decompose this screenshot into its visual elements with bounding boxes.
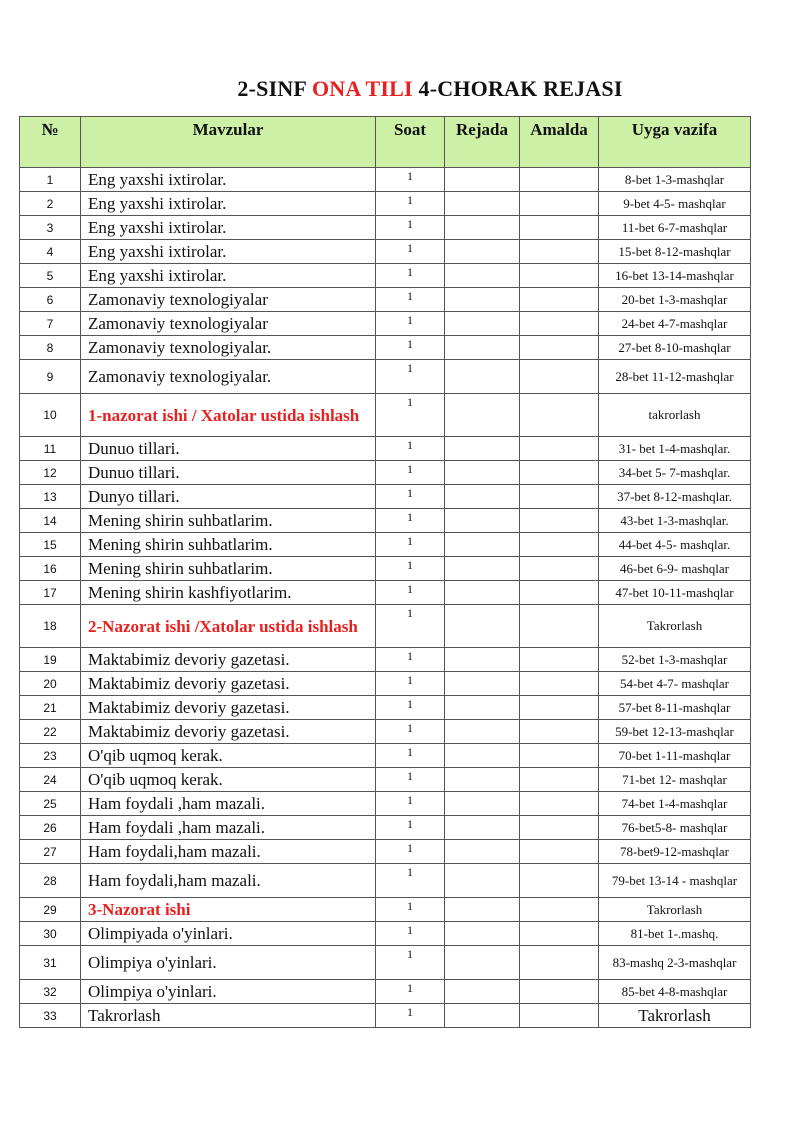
row-actual: [520, 192, 599, 216]
table-row: [20, 946, 751, 980]
row-topic: Ham foydali,ham mazali.: [81, 864, 376, 898]
row-plan: [445, 581, 520, 605]
row-homework: 85-bet 4-8-mashqlar: [599, 980, 751, 1004]
row-actual: [520, 485, 599, 509]
row-actual: [520, 744, 599, 768]
table-row: [20, 312, 751, 336]
row-hours: 1: [376, 240, 445, 264]
row-actual: [520, 288, 599, 312]
row-homework: 34-bet 5- 7-mashqlar.: [599, 461, 751, 485]
row-plan: [445, 192, 520, 216]
table-row: [20, 720, 751, 744]
row-plan: [445, 461, 520, 485]
row-actual: [520, 533, 599, 557]
row-homework: 31- bet 1-4-mashqlar.: [599, 437, 751, 461]
row-topic: Maktabimiz devoriy gazetasi.: [81, 720, 376, 744]
row-plan: [445, 312, 520, 336]
row-number: 8: [20, 336, 81, 360]
row-number: 16: [20, 557, 81, 581]
row-number: 17: [20, 581, 81, 605]
row-number: 22: [20, 720, 81, 744]
row-topic: 1-nazorat ishi / Xatolar ustida ishlash: [81, 394, 376, 437]
row-number: 2: [20, 192, 81, 216]
table-row: [20, 581, 751, 605]
row-hours: 1: [376, 485, 445, 509]
row-number: 32: [20, 980, 81, 1004]
row-actual: [520, 816, 599, 840]
row-homework: 79-bet 13-14 - mashqlar: [599, 864, 751, 898]
row-actual: [520, 980, 599, 1004]
row-hours: 1: [376, 922, 445, 946]
row-actual: [520, 1004, 599, 1028]
row-homework: 54-bet 4-7- mashqlar: [599, 672, 751, 696]
row-hours: 1: [376, 437, 445, 461]
row-actual: [520, 509, 599, 533]
row-plan: [445, 946, 520, 980]
row-hours: 1: [376, 840, 445, 864]
table-row: [20, 533, 751, 557]
row-hours: 1: [376, 980, 445, 1004]
row-hours: 1: [376, 864, 445, 898]
row-homework: 20-bet 1-3-mashqlar: [599, 288, 751, 312]
table-row: [20, 336, 751, 360]
row-plan: [445, 744, 520, 768]
row-hours: 1: [376, 605, 445, 648]
row-actual: [520, 360, 599, 394]
row-number: 19: [20, 648, 81, 672]
table-row: [20, 864, 751, 898]
row-homework: 46-bet 6-9- mashqlar: [599, 557, 751, 581]
row-number: 7: [20, 312, 81, 336]
row-number: 21: [20, 696, 81, 720]
row-plan: [445, 864, 520, 898]
header-hours: Soat: [376, 117, 445, 168]
table-row: [20, 898, 751, 922]
row-topic: Mening shirin suhbatlarim.: [81, 533, 376, 557]
table-row: [20, 168, 751, 192]
row-topic: Dunuo tillari.: [81, 461, 376, 485]
row-plan: [445, 288, 520, 312]
table-row: [20, 696, 751, 720]
row-homework: 15-bet 8-12-mashqlar: [599, 240, 751, 264]
table-row: [20, 792, 751, 816]
row-hours: 1: [376, 192, 445, 216]
row-actual: [520, 840, 599, 864]
row-topic: Zamonaviy texnologiyalar.: [81, 336, 376, 360]
row-topic: Olimpiya o'yinlari.: [81, 980, 376, 1004]
row-plan: [445, 922, 520, 946]
table-row: [20, 768, 751, 792]
row-homework: 71-bet 12- mashqlar: [599, 768, 751, 792]
row-plan: [445, 168, 520, 192]
row-plan: [445, 768, 520, 792]
title-subject: ONA TILI: [311, 76, 413, 101]
row-hours: 1: [376, 768, 445, 792]
row-homework: 16-bet 13-14-mashqlar: [599, 264, 751, 288]
row-actual: [520, 264, 599, 288]
row-plan: [445, 720, 520, 744]
row-number: 26: [20, 816, 81, 840]
row-topic: Mening shirin suhbatlarim.: [81, 509, 376, 533]
row-number: 13: [20, 485, 81, 509]
row-homework: 11-bet 6-7-mashqlar: [599, 216, 751, 240]
row-topic: Eng yaxshi ixtirolar.: [81, 264, 376, 288]
row-homework: 47-bet 10-11-mashqlar: [599, 581, 751, 605]
row-actual: [520, 648, 599, 672]
row-homework: 57-bet 8-11-mashqlar: [599, 696, 751, 720]
row-homework: 81-bet 1-.mashq.: [599, 922, 751, 946]
row-plan: [445, 360, 520, 394]
row-number: 23: [20, 744, 81, 768]
row-number: 30: [20, 922, 81, 946]
row-hours: 1: [376, 216, 445, 240]
row-topic: Ham foydali,ham mazali.: [81, 840, 376, 864]
table-row: [20, 605, 751, 648]
row-plan: [445, 485, 520, 509]
row-number: 28: [20, 864, 81, 898]
row-hours: 1: [376, 792, 445, 816]
row-homework: 74-bet 1-4-mashqlar: [599, 792, 751, 816]
table-row: [20, 264, 751, 288]
row-topic: Eng yaxshi ixtirolar.: [81, 168, 376, 192]
table-row: [20, 1004, 751, 1028]
row-actual: [520, 216, 599, 240]
row-topic: O'qib uqmoq kerak.: [81, 768, 376, 792]
table-row: [20, 840, 751, 864]
table-row: [20, 288, 751, 312]
row-hours: 1: [376, 288, 445, 312]
row-topic: Zamonaviy texnologiyalar: [81, 288, 376, 312]
table-row: [20, 816, 751, 840]
row-actual: [520, 768, 599, 792]
row-hours: 1: [376, 648, 445, 672]
row-plan: [445, 557, 520, 581]
row-homework: 59-bet 12-13-mashqlar: [599, 720, 751, 744]
row-topic: Maktabimiz devoriy gazetasi.: [81, 696, 376, 720]
row-number: 15: [20, 533, 81, 557]
row-number: 18: [20, 605, 81, 648]
row-number: 5: [20, 264, 81, 288]
row-homework: 37-bet 8-12-mashqlar.: [599, 485, 751, 509]
row-actual: [520, 437, 599, 461]
row-actual: [520, 672, 599, 696]
row-plan: [445, 840, 520, 864]
row-hours: 1: [376, 509, 445, 533]
row-topic: Dunuo tillari.: [81, 437, 376, 461]
row-hours: 1: [376, 557, 445, 581]
table-row: [20, 980, 751, 1004]
row-plan: [445, 672, 520, 696]
row-number: 20: [20, 672, 81, 696]
row-number: 27: [20, 840, 81, 864]
row-plan: [445, 264, 520, 288]
row-homework: Takrorlash: [599, 605, 751, 648]
row-homework: 28-bet 11-12-mashqlar: [599, 360, 751, 394]
row-plan: [445, 394, 520, 437]
row-topic: O'qib uqmoq kerak.: [81, 744, 376, 768]
row-hours: 1: [376, 336, 445, 360]
table-row: [20, 485, 751, 509]
row-plan: [445, 792, 520, 816]
row-hours: 1: [376, 581, 445, 605]
header-homework: Uyga vazifa: [599, 117, 751, 168]
row-actual: [520, 394, 599, 437]
row-number: 31: [20, 946, 81, 980]
row-actual: [520, 696, 599, 720]
row-plan: [445, 240, 520, 264]
row-plan: [445, 1004, 520, 1028]
row-actual: [520, 557, 599, 581]
row-topic: Dunyo tillari.: [81, 485, 376, 509]
row-number: 10: [20, 394, 81, 437]
row-actual: [520, 605, 599, 648]
row-number: 24: [20, 768, 81, 792]
row-actual: [520, 898, 599, 922]
row-plan: [445, 648, 520, 672]
row-topic: 3-Nazorat ishi: [81, 898, 376, 922]
row-hours: 1: [376, 533, 445, 557]
row-number: 12: [20, 461, 81, 485]
table-row: [20, 744, 751, 768]
row-plan: [445, 816, 520, 840]
table-row: [20, 437, 751, 461]
table-row: [20, 394, 751, 437]
row-topic: Olimpiya o'yinlari.: [81, 946, 376, 980]
table-row: [20, 557, 751, 581]
title-grade: 2-SINF: [237, 76, 312, 101]
row-hours: 1: [376, 360, 445, 394]
row-topic: Olimpiyada o'yinlari.: [81, 922, 376, 946]
row-hours: 1: [376, 946, 445, 980]
row-homework: 8-bet 1-3-mashqlar: [599, 168, 751, 192]
row-number: 1: [20, 168, 81, 192]
row-hours: 1: [376, 696, 445, 720]
row-number: 4: [20, 240, 81, 264]
row-hours: 1: [376, 744, 445, 768]
row-topic: Mening shirin kashfiyotlarim.: [81, 581, 376, 605]
row-homework: takrorlash: [599, 394, 751, 437]
row-plan: [445, 605, 520, 648]
row-plan: [445, 437, 520, 461]
row-plan: [445, 509, 520, 533]
row-hours: 1: [376, 898, 445, 922]
row-plan: [445, 533, 520, 557]
row-topic: Ham foydali ,ham mazali.: [81, 792, 376, 816]
row-topic: Ham foydali ,ham mazali.: [81, 816, 376, 840]
row-number: 3: [20, 216, 81, 240]
row-actual: [520, 336, 599, 360]
table-row: [20, 461, 751, 485]
row-hours: 1: [376, 394, 445, 437]
row-actual: [520, 720, 599, 744]
row-number: 25: [20, 792, 81, 816]
row-actual: [520, 240, 599, 264]
row-plan: [445, 696, 520, 720]
header-plan: Rejada: [445, 117, 520, 168]
row-homework: 76-bet5-8- mashqlar: [599, 816, 751, 840]
title-quarter-plan: 4-CHORAK REJASI: [412, 76, 623, 101]
row-homework: 24-bet 4-7-mashqlar: [599, 312, 751, 336]
row-hours: 1: [376, 312, 445, 336]
row-plan: [445, 216, 520, 240]
row-number: 9: [20, 360, 81, 394]
page-title: [0, 76, 800, 102]
row-topic: Zamonaviy texnologiyalar: [81, 312, 376, 336]
row-hours: 1: [376, 672, 445, 696]
header-number: №: [20, 117, 81, 168]
table-row: [20, 509, 751, 533]
row-topic: 2-Nazorat ishi /Xatolar ustida ishlash: [81, 605, 376, 648]
row-actual: [520, 312, 599, 336]
row-topic: Maktabimiz devoriy gazetasi.: [81, 672, 376, 696]
row-topic: Takrorlash: [81, 1004, 376, 1028]
row-hours: 1: [376, 168, 445, 192]
row-topic: Eng yaxshi ixtirolar.: [81, 192, 376, 216]
row-homework: 44-bet 4-5- mashqlar.: [599, 533, 751, 557]
header-topics: Mavzular: [81, 117, 376, 168]
row-homework: 78-bet9-12-mashqlar: [599, 840, 751, 864]
row-topic: Mening shirin suhbatlarim.: [81, 557, 376, 581]
row-number: 29: [20, 898, 81, 922]
table-row: [20, 360, 751, 394]
row-number: 14: [20, 509, 81, 533]
row-number: 6: [20, 288, 81, 312]
table-row: [20, 192, 751, 216]
row-actual: [520, 864, 599, 898]
row-homework: Takrorlash: [599, 898, 751, 922]
row-topic: Eng yaxshi ixtirolar.: [81, 216, 376, 240]
row-hours: 1: [376, 461, 445, 485]
table-row: [20, 240, 751, 264]
row-number: 11: [20, 437, 81, 461]
row-homework: 83-mashq 2-3-mashqlar: [599, 946, 751, 980]
row-topic: Eng yaxshi ixtirolar.: [81, 240, 376, 264]
row-plan: [445, 898, 520, 922]
row-hours: 1: [376, 264, 445, 288]
row-actual: [520, 792, 599, 816]
row-actual: [520, 168, 599, 192]
row-homework: 27-bet 8-10-mashqlar: [599, 336, 751, 360]
row-homework: 9-bet 4-5- mashqlar: [599, 192, 751, 216]
lesson-plan-table: [19, 116, 751, 1028]
row-homework: 43-bet 1-3-mashqlar.: [599, 509, 751, 533]
row-homework: Takrorlash: [599, 1004, 751, 1028]
table-row: [20, 922, 751, 946]
row-hours: 1: [376, 1004, 445, 1028]
row-homework: 52-bet 1-3-mashqlar: [599, 648, 751, 672]
row-hours: 1: [376, 816, 445, 840]
row-topic: Maktabimiz devoriy gazetasi.: [81, 648, 376, 672]
row-homework: 70-bet 1-11-mashqlar: [599, 744, 751, 768]
table-row: [20, 648, 751, 672]
table-row: [20, 216, 751, 240]
row-plan: [445, 336, 520, 360]
header-actual: Amalda: [520, 117, 599, 168]
row-number: 33: [20, 1004, 81, 1028]
row-actual: [520, 946, 599, 980]
row-actual: [520, 581, 599, 605]
row-topic: Zamonaviy texnologiyalar.: [81, 360, 376, 394]
row-actual: [520, 461, 599, 485]
row-hours: 1: [376, 720, 445, 744]
table-row: [20, 672, 751, 696]
table-header-row: [20, 117, 751, 168]
row-actual: [520, 922, 599, 946]
row-plan: [445, 980, 520, 1004]
